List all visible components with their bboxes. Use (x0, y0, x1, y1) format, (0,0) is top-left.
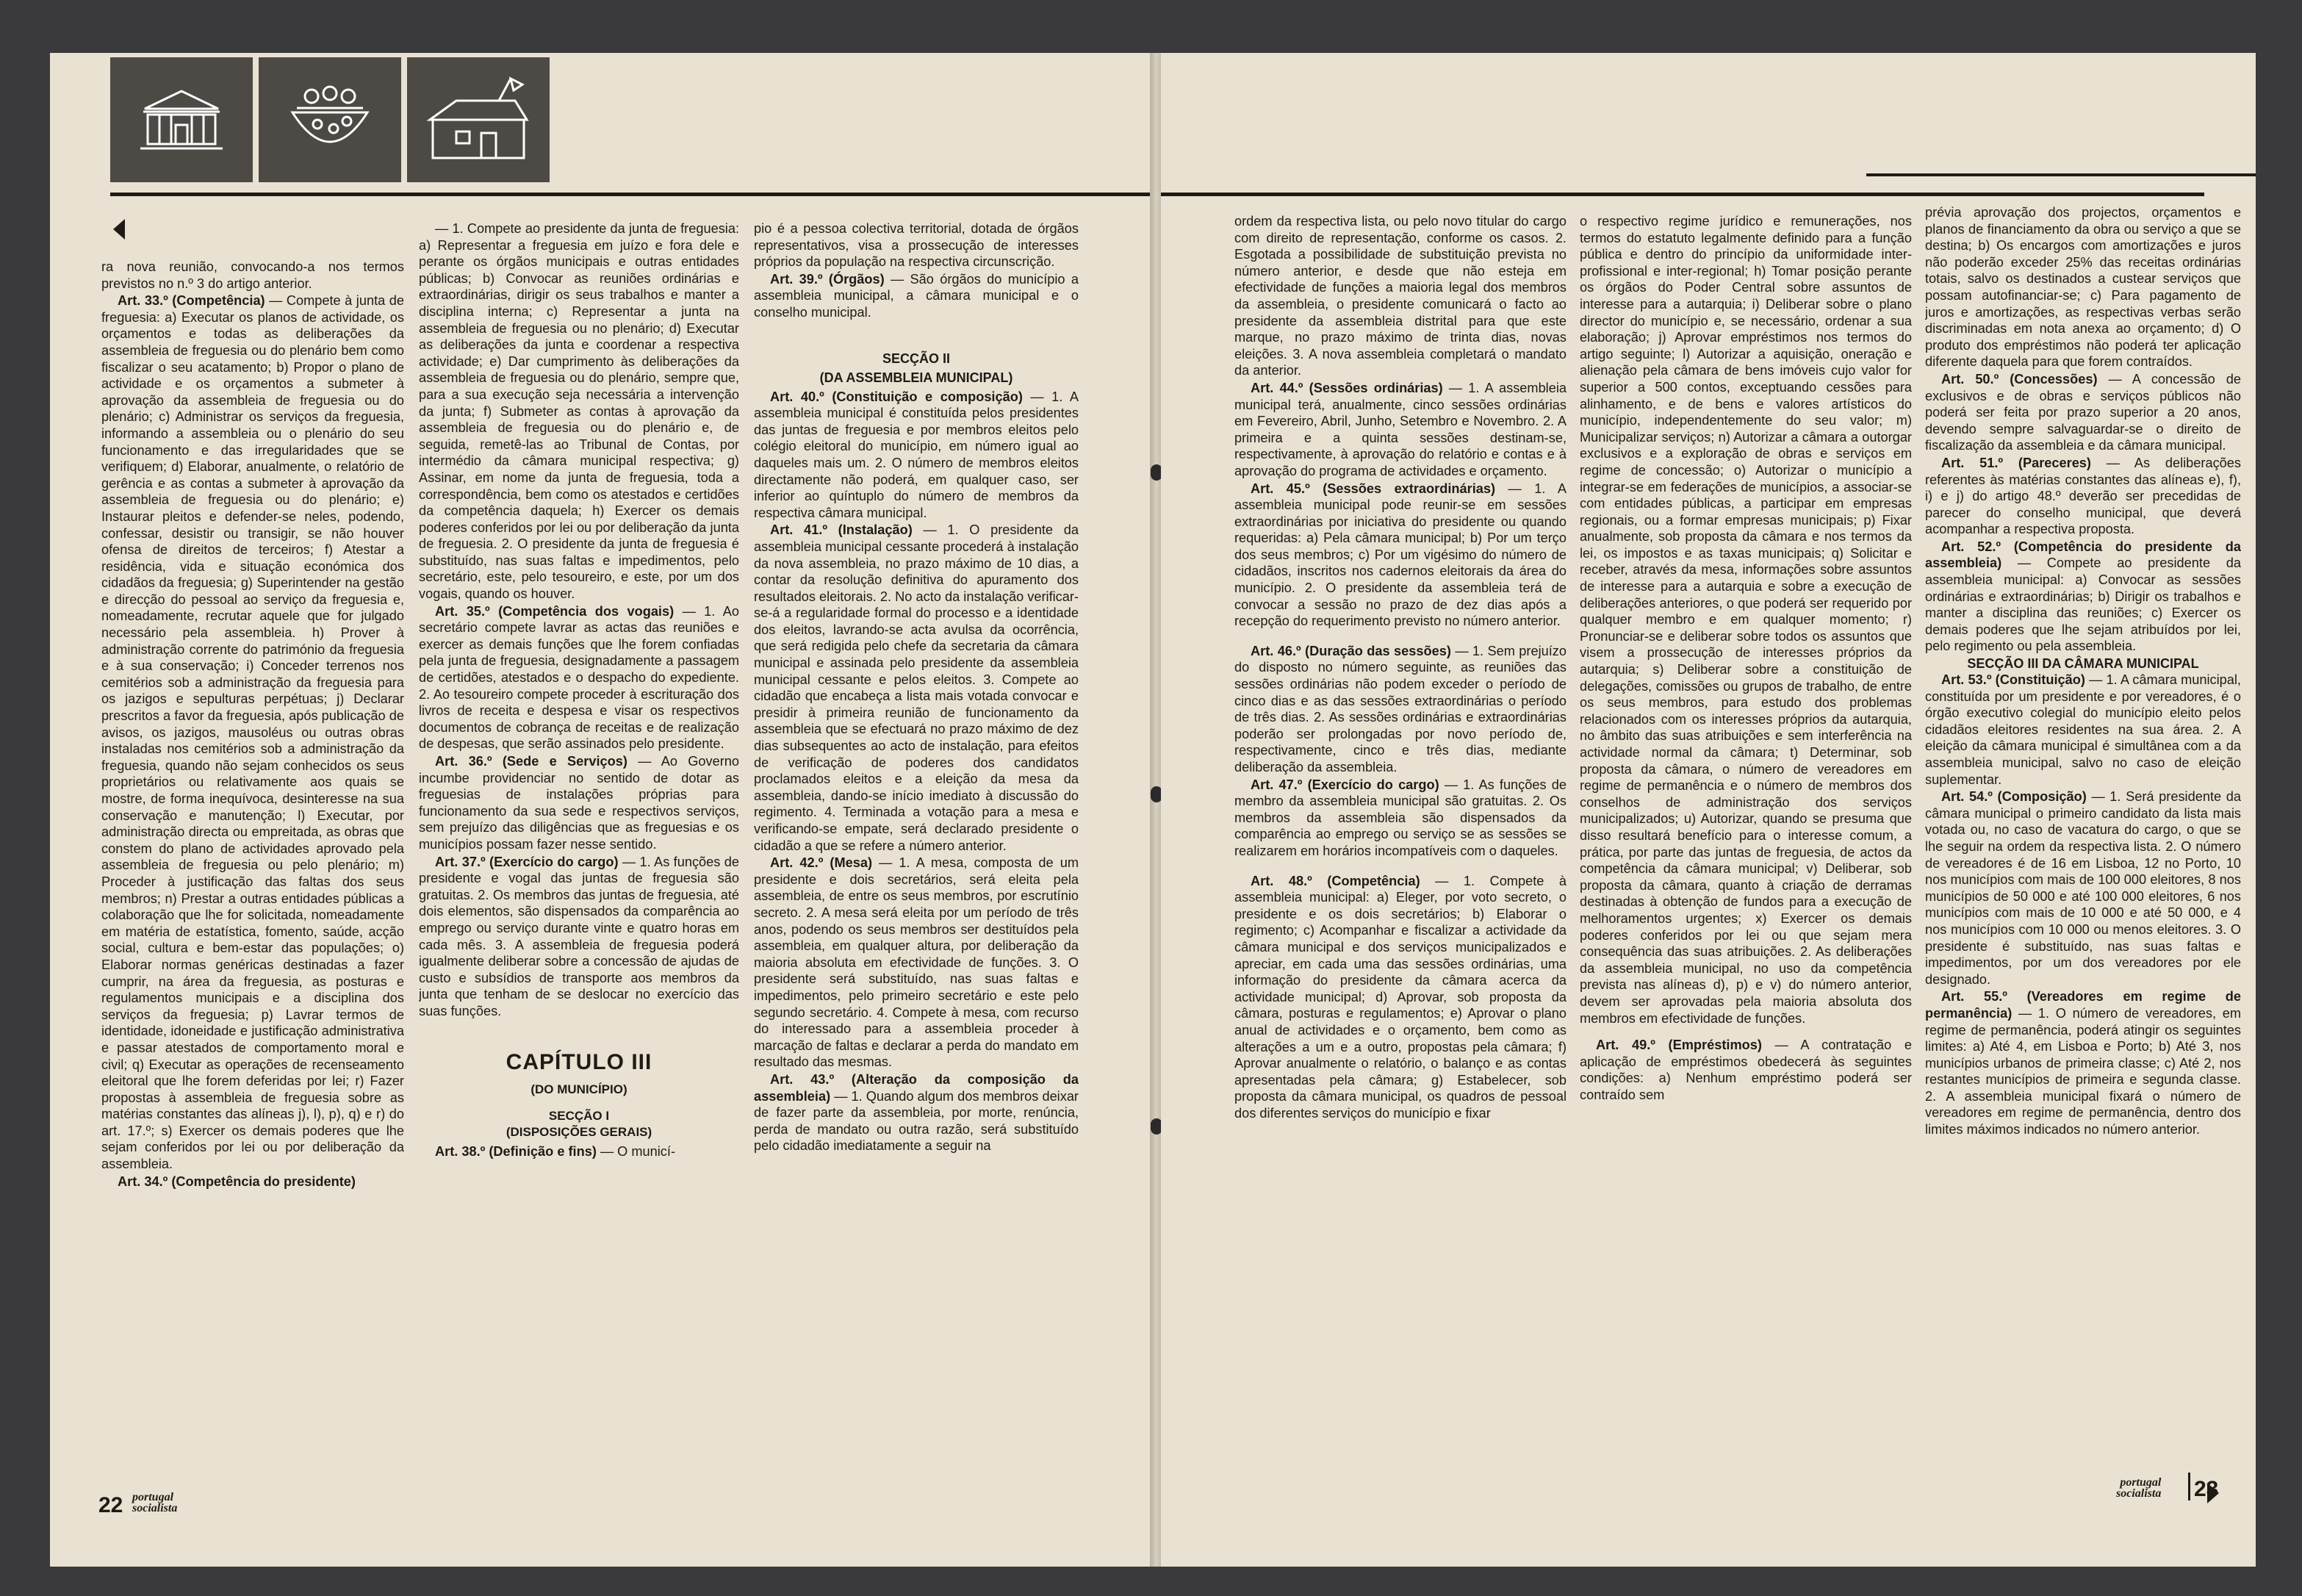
section-title: SECÇÃO III DA CÂMARA MUNICIPAL (1967, 656, 2199, 672)
article-heading: Art. 47.º (Exercício do cargo) (1251, 777, 1439, 792)
article-39 (754, 271, 1079, 321)
article-52 (1925, 539, 2241, 655)
section-title: SECÇÃO II (882, 351, 950, 366)
page-number-right: 23 (2194, 1477, 2219, 1501)
article-body: — A contratação e aplicação de empréstimos obedecerá às seguintes condições: a) Nenhum empréstimo poderá ser contraído sem (1580, 1038, 1912, 1102)
left-column-2 (419, 220, 739, 1528)
right-column-1 (1234, 213, 1567, 1536)
article-body: — Compete à junta de freguesia: a) Executar os planos de actividade, os orçamentos e todas as deliberações da assembleia de freguesia ou do plenário bem como fiscalizar o seu acatamento; b) Propor o plano de actividade e os orçamentos a submeter à aprovação da assembleia de freguesia ou do plenário; c) Administrar os serviços da freguesia, informando a assembleia ou o plenário do seu funcionamento e das irregularidades que se verifiquem; d) Elaborar, anualmente, o relatório de gerência e as contas a submeter à aprovação da assembleia de freguesia ou do plenário; e) Instaurar pleitos e defender-se neles, podendo, confessar, desistir ou transigir, se não houver ofensa de direitos de terceiros; f) Atestar a residência, vida e situação económica dos cidadãos da freguesia; g) Superintender na gestão e direcção do pessoal ao serviço da freguesia e, nomeadamente, recrutar aquele que for julgado necessário pela assembleia. h) Prover à administração corrente do património da freguesia e à sua conservação; i) Conceder terrenos nos cemitérios sob a administração da freguesia para os jazigos e sepulturas perpétuas; j) Declarar prescritos a favor da freguesia, após publicação de avisos, os jazigos, mausoléus ou outras obras instaladas nos cemitérios sob a administração da freguesia, quando não sejam conhecidos os seus proprietários ou relativamente aos quais se mostre, de forma inequívoca, desinteresse na sua conservação e manutenção; l) Executar, por administração directa ou empreitada, as obras que constem do plano de actividades aprovado pela assembleia de freguesia ou pelo plenário; m) Proceder à justificação das faltas dos seus membros; n) Prestar a outras entidades públicas a colaboração que lhe for solicitada, nomeadamente em matéria de estatística, fomento, saúde, acção social, cultura e bem-estar das populações; o) Elaborar normas genéricas destinadas a fazer cumprir, na área da freguesia, as posturas e regulamentos municipais e a disciplina dos serviços da freguesia; p) Lavrar termos de identidade, idoneidade e justificação administrativa e passar atestados de comportamento moral e civil; q) Executar as operações de recenseamento eleitoral que lhe forem deferidas por lei; r) Fazer propostas à assembleia de freguesia sobre as matérias constantes das alíneas j), l), p), q) e r) do art. 17.º; s) Exercer os demais poderes que lhe sejam conferidos por lei ou por deliberação da assembleia. (101, 293, 404, 1172)
article-body: — 1. Quando algum dos membros deixar de fazer parte da assembleia, por morte, renúncia, perda de mandato ou outra razão, será substituído pelo cidadão imediatamente a seguir na (754, 1088, 1079, 1154)
article-body: — 1. Compete à assembleia municipal: a) Eleger, por voto secreto, o presidente e os dois secretários; b) Elaborar o regimento; c) Acompanhar e fiscalizar a actividade da câmara municipal e dos serviços municipalizados e apreciar, em cada uma das sessões ordinárias, uma informação do presidente da câmara acerca da actividade municipal; d) Aprovar, sob proposta da câmara, posturas e regulamentos; e) Aprovar o plano anual de actividades e o orçamento, bem como as alterações a um e a outro, propostas pela câmara; f) Aprovar anualmente o relatório, o balanço e as contas apresentadas pela câmara; g) Estabelecer, sob proposta da câmara municipal, os quadros de pessoal dos diferentes serviços do município e fixar (1234, 873, 1567, 1121)
article-heading: Art. 36.º (Sede e Serviços) (435, 754, 627, 769)
article-body: — 1. A câmara municipal, constituída por um presidente e por vereadores, é o órgão executivo colegial do município eleito pelos cidadãos eleitores residentes na sua área. 2. A eleição da câmara municipal é simultânea com a da assembleia municipal, salvo no caso de eleição suplementar. (1925, 672, 2241, 787)
article-body: — São órgãos do município a assembleia municipal, a câmara municipal e o conselho municipal. (754, 271, 1079, 320)
article-48 (1234, 873, 1567, 1122)
header-rule (110, 193, 1152, 196)
paragraph: ra nova reunião, convocando-a nos termos previstos no n.º 3 do artigo anterior. (101, 259, 404, 291)
article-37 (419, 854, 739, 1020)
article-heading: Art. 44.º (Sessões ordinárias) (1251, 380, 1443, 395)
article-heading: Art. 37.º (Exercício do cargo) (435, 854, 619, 869)
article-34-heading (101, 1173, 404, 1190)
chapter-title: CAPÍTULO III (506, 1049, 652, 1074)
article-body: — 1. O número de vereadores, em regime de permanência, poderá atingir os seguintes limites: a) Até 4, em Lisboa e Porto; b) Até 3, nos municípios urbanos de primeira classe; c) Até 2, nos restantes municípios de primeira e segunda classe. 2. A assembleia municipal fixará o número de vereadores em regime de permanência, dentro dos limites máximos indicados no número anterior. (1925, 1005, 2241, 1137)
header-rule-top (1866, 173, 2256, 176)
article-body: — Ao Governo incumbe providenciar no sentido de dotar as freguesias de instalações próprias para funcionamento da sua sede e respectivos serviços, sem prejuízo das diligências que as freguesias e os municípios possam fazer nesse sentido. (419, 754, 739, 852)
article-40 (754, 389, 1079, 522)
section-title: SECÇÃO I (548, 1108, 610, 1123)
article-35 (419, 603, 739, 752)
article-heading: Art. 49.º (Empréstimos) (1596, 1038, 1762, 1053)
article-body: — 1. A assembleia municipal é constituída pelos presidentes das juntas de freguesia e por membros eleitos pelo colégio eleitoral do município, em número igual ao daqueles mais um. 2. O número de membros eleitos directamente não poderá, em qualquer caso, ser inferior ao quíntuplo do número de membros da respectiva câmara municipal. (754, 389, 1079, 520)
section-subtitle: (DISPOSIÇÕES GERAIS) (506, 1124, 652, 1139)
brand-line: socialista (2116, 1487, 2162, 1500)
article-heading: Art. 43.º (Alteração da composição da assembleia) (754, 1071, 1079, 1104)
article-heading: Art. 35.º (Competência dos vogais) (435, 603, 675, 619)
article-heading: Art. 34.º (Competência do presidente) (118, 1173, 356, 1189)
header-icons (110, 57, 550, 182)
brand-logo-right (2116, 1477, 2161, 1499)
article-heading: Art. 48.º (Competência) (1251, 873, 1420, 888)
article-heading: Art. 40.º (Constituição e composição) (770, 389, 1023, 404)
article-heading: Art. 50.º (Concessões) (1941, 371, 2098, 387)
right-page (1161, 53, 2256, 1567)
section-subtitle: (DA ASSEMBLEIA MUNICIPAL) (819, 370, 1013, 385)
paragraph: — 1. Compete ao presidente da junta de freguesia: a) Representar a freguesia em juízo e fora dele e perante os órgãos municipais e outras entidades públicas; b) Convocar as reuniões ordinárias e extraordinárias, dirigir os seus trabalhos e manter a disciplina interna; c) Representar a junta na assembleia de freguesia ou no plenário; d) Executar as deliberações da junta e coordenar a respectiva actividade; e) Dar cumprimento às deliberações da assembleia de freguesia ou do plenário, sempre que, para a sua execução seja necessária a intervenção da junta; f) Submeter as contas à aprovação da assembleia de freguesia ou do plenário e, de seguida, remetê-las ao Tribunal de Contas, por intermédio da câmara municipal respectiva; g) Assinar, em nome da junta de freguesia, toda a correspondência, bem como os atestados e certidões da competência daquela; h) Exercer os demais poderes conferidos por lei ou por deliberação da junta de freguesia. 2. O presidente da junta de freguesia é substituído, nas suas faltas e impedimentos, pelo secretário, este, pelo tesoureiro, e este, por um dos vogais, quando os houver. (419, 221, 739, 602)
article-55 (1925, 988, 2241, 1137)
article-body: — 1. A mesa, composta de um presidente e dois secretários, será eleita pela assembleia, de entre os seus membros, por escrutínio secreto. 2. A mesa será eleita por um período de três anos, podendo os seus membros ser destituídos pela assembleia, em qualquer altura, por deliberação da maioria absoluta em efectividade de funções. 3. O presidente será substituído, nas suas faltas e impedimentos, pelo primeiro secretário e este pelo segundo secretário. 4. Compete à mesa, com recurso do interessado para a assembleia proceder à marcação de faltas e declarar a perda do mandato em resultado das mesmas. (754, 855, 1079, 1070)
article-heading: Art. 33.º (Competência) (118, 293, 265, 309)
paragraph: ordem da respectiva lista, ou pelo novo titular do cargo com direito de representação, conforme os casos. 2. Esgotada a possibilidade de substituição prevista no número anterior, e desde que não esteja em efectividade de funções a maioria legal dos membros da assembleia, o presidente comunicará o facto ao presidente da assembleia distrital para que este marque, no prazo máximo de trinta dias, novas eleições. 3. A nova assembleia completará o mandato da anterior. (1234, 214, 1567, 378)
article-45 (1234, 481, 1567, 630)
article-41 (754, 522, 1079, 854)
continue-arrow-left-icon (113, 219, 125, 240)
article-47 (1234, 777, 1567, 860)
paragraph: prévia aprovação dos projectos, orçamentos e planos de financiamento da obra ou serviço a que se destina; b) Os encargos com amortizações e juros não poderão exceder 25% das receitas ordinárias totais, salvo os destinados a custear serviços que possam autofinanciar-se; c) Para pagamento de juros e amortizações, as respectivas verbas serão discriminadas em nota anexa ao orçamento; d) O produto dos empréstimos não poderá ter aplicação diferente daquela para que forem contraídos. (1925, 205, 2241, 370)
brand-line: socialista (132, 1502, 178, 1514)
article-heading: Art. 45.º (Sessões extraordinárias) (1251, 481, 1496, 496)
article-body: — O municí- (596, 1143, 676, 1159)
flower-basket-icon (259, 57, 401, 182)
footer-divider (2188, 1473, 2190, 1500)
article-heading: Art. 54.º (Composição) (1941, 789, 2087, 805)
header-rule (1161, 193, 2204, 196)
article-heading: Art. 41.º (Instalação) (770, 522, 913, 538)
article-body: — 1. Sem prejuízo do disposto no número seguinte, as reuniões das sessões ordinárias não podem exceder o período de cinco dias e as das sessões extraordinárias o período de três dias. 2. As sessões ordinárias e extraordinárias poderão ser prolongadas por novo período de, respectivamente, cinco e três dias, mediante deliberação da assembleia. (1234, 643, 1567, 774)
article-46 (1234, 643, 1567, 776)
left-column-3 (754, 220, 1079, 1528)
right-column-3 (1925, 204, 2241, 1498)
brand-line: portugal (2120, 1476, 2162, 1489)
building-icon (110, 57, 253, 182)
left-column-1 (101, 259, 404, 1523)
right-column-2 (1580, 213, 1912, 1536)
chapter-subtitle: (DO MUNICÍPIO) (530, 1082, 627, 1096)
article-36 (419, 753, 739, 853)
brand-logo-left (132, 1492, 177, 1514)
brand-line: portugal (132, 1491, 174, 1503)
article-body: — 1. A assembleia municipal pode reunir-se em sessões extraordinárias por iniciativa do presidente ou quando requeridas: a) Pela câmara municipal; b) Por um terço dos seus membros; c) Por um vigésimo do número de cidadãos, inscritos nos cadernos eleitorais da área do município. 2. O presidente da assembleia terá de convocar a sessão no prazo de dez dias após a recepção do requerimento previsto no número anterior. (1234, 481, 1567, 629)
page-number-left: 22 (98, 1493, 123, 1517)
house-flag-icon (407, 57, 550, 182)
article-38 (419, 1143, 739, 1160)
article-heading: Art. 42.º (Mesa) (770, 855, 873, 871)
paragraph: pio é a pessoa colectiva territorial, dotada de órgãos representativos, visa a prossecução de interesses próprios da população na respectiva circunscrição. (754, 221, 1079, 270)
article-33 (101, 292, 404, 1172)
article-body: — Compete ao presidente da assembleia municipal: a) Convocar as sessões ordinárias e extraordinárias; b) Dirigir os trabalhos e manter a disciplina das reuniões; c) Exercer os demais poderes que lhe sejam atribuídos por lei, pelo regimento ou pela assembleia. (1925, 556, 2241, 654)
paragraph: o respectivo regime jurídico e remunerações, nos termos do estatuto legalmente definido para a função pública e dentro do princípio da uniformidade inter-profissional e inter-regional; h) Tomar posição perante os órgãos do Poder Central sobre assuntos de interesse para a autarquia; i) Deliberar sobre o plano director do município e, se necessário, ordenar a sua elaboração; j) Aprovar empréstimos nos termos do artigo seguinte; l) Autorizar a aquisição, oneração e alienação pela câmara de bens imóveis cujo valor for superior a 500 contos, exceptuando cessões para alinhamento, e de bens e valores artísticos do município, independentemente do seu valor; m) Municipalizar serviços; n) Autorizar a câmara a outorgar exclusivos e a exploração de obras e serviços em regime de concessão; o) Autorizar o município a integrar-se em federações de municípios, a associar-se com entidades públicas, a participar em empresas regionais, ou a formar empresas municipais; p) Fixar anualmente, sob proposta da câmara e nos termos da lei, os impostos e as taxas municipais; q) Solicitar e receber, através da mesa, informações sobre assuntos de interesse para a autarquia e sobre a execução de deliberações anteriores, o que poderá ser requerido por qualquer membro e em qualquer momento; r) Pronunciar-se e deliberar sobre todos os assuntos que visem a prossecução de interesses próprios da autarquia; s) Deliberar sobre a constituição de delegações, comissões ou grupos de trabalho, de entre os seus membros, para estudo dos problemas relacionados com os interesses próprios da autarquia, no âmbito das suas atribuições e sem interferência na actividade normal da câmara; t) Determinar, sob proposta da câmara, o número de vereadores em regime de permanência e o número de membros dos conselhos de administração dos serviços municipalizados; u) Autorizar, quando se presuma que disso resultará benefício para o interesse comum, a prática, por parte das juntas de freguesia, de actos da competência da câmara municipal; v) Deliberar, sob proposta da câmara, quanto à criação de derramas destinadas à obtenção de fundos para a execução de melhoramentos urgentes; x) Exercer os demais poderes conferidos por lei ou que sejam mera consequência das suas atribuições. 2. As deliberações da assembleia municipal, no uso da competência prevista nas alíneas d), p) e v) do número anterior, devem ser aprovadas pela maioria absoluta dos membros em efectividade de funções. (1580, 214, 1912, 1026)
article-54 (1925, 788, 2241, 988)
article-body: — 1. O presidente da assembleia municipal cessante procederá à instalação da nova assembleia, no prazo máximo de 10 dias, a contar da resolução definitiva do apuramento dos resultados eleitorais. 2. No acto da instalação verificar-se-á a regularidade formal do processo e a identidade dos eleitos, lavrando-se acta avulsa da ocorrência, que será redigida pelo chefe da secretaria da câmara municipal e assinada pelo presidente da assembleia municipal cessante e pelos eleitos. 3. Compete ao cidadão que encabeça a lista mais votada convocar e presidir à primeira reunião de funcionamento da assembleia que se efectuará no prazo máximo de dez dias subsequentes ao acto de instalação, para efeitos de verificação de poderes dos candidatos proclamados eleitos e a eleição da mesa da assembleia, dando-se início imediato à discussão do regimento. 4. Terminada a votação para a mesa e verificando-se empate, será declarado presidente o cidadão a que se refere a número anterior. (754, 522, 1079, 853)
article-heading: Art. 51.º (Pareceres) (1941, 455, 2091, 470)
article-51 (1925, 455, 2241, 538)
article-body: — 1. A assembleia municipal terá, anualmente, cinco sessões ordinárias em Fevereiro, Abril, Junho, Setembro e Novembro. 2. A primeira e a quinta sessões destinam-se, respectivamente, à aprovação do relatório e contas e à aprovação do programa de actividades e orçamento. (1234, 380, 1567, 478)
article-50 (1925, 371, 2241, 454)
article-heading: Art. 55.º (Vereadores em regime de permanência) (1925, 989, 2241, 1021)
article-body: — A concessão de exclusivos e de obras e serviços públicos não poderá ser feita por prazo superior a 20 anos, devendo sempre salvaguardar-se o direito de fiscalização da assembleia e da câmara municipal. (1925, 371, 2241, 453)
article-43 (754, 1071, 1079, 1154)
article-body: — As deliberações referentes às matérias constantes das alíneas e), f), i) e j) do artigo 48.º deverão ser precedidas de parecer do conselho municipal, que deverá acompanhar a respectiva proposta. (1925, 455, 2241, 537)
article-44 (1234, 380, 1567, 480)
article-49 (1580, 1037, 1912, 1103)
left-page (50, 53, 1152, 1567)
article-heading: Art. 52.º (Competência do presidente da assembleia) (1925, 539, 2241, 571)
article-body: — 1. As funções de presidente e vogal das juntas de freguesia são gratuitas. 2. Os membros das juntas de freguesia, até dois elementos, são dispensados da comparência ao emprego ou serviço durante vinte e quatro horas em cada mês. 3. A assembleia de freguesia poderá igualmente deliberar sobre a concessão de ajudas de custo e subsídios de transporte aos membros da junta que tenham de se deslocar no exercício das suas funções. (419, 854, 739, 1018)
article-53 (1925, 672, 2241, 788)
article-heading: Art. 53.º (Constituição) (1941, 672, 2085, 688)
article-body: — 1. As funções de membro da assembleia municipal são gratuitas. 2. Os membros da assembleia são dispensados da comparência ao emprego ou serviço se as sessões se realizarem em horários incompatíveis com o daqueles. (1234, 777, 1567, 858)
article-body: — 1. Será presidente da câmara municipal o primeiro candidato da lista mais votada ou, no caso de vacatura do cargo, o que se lhe seguir na ordem da respectiva lista. 2. O número de vereadores é de 16 em Lisboa, 12 no Porto, 10 nos municípios com mais de 100 000 eleitores, 8 nos municípios de 50 000 e até 100 000 eleitores, 6 nos municípios com mais de 10 000 e até 50 000, e 4 nos municípios com 10 000 ou menos eleitores. 3. O presidente é substituído, nas suas faltas e impedimentos, por um dos vereadores por ele designado. (1925, 789, 2241, 987)
article-heading: Art. 46.º (Duração das sessões) (1251, 643, 1451, 658)
article-42 (754, 855, 1079, 1071)
article-heading: Art. 38.º (Definição e fins) (435, 1143, 597, 1159)
article-heading: Art. 39.º (Órgãos) (770, 271, 885, 287)
article-body: — 1. Ao secretário compete lavrar as actas das reuniões e exercer as demais funções que lhe forem confiadas pela junta de freguesia, designadamente a passagem de certidões, atestados e o despacho do expediente. 2. Ao tesoureiro compete proceder à escrituração dos livros de receita e despesa e visar os respectivos documentos de cobrança de receitas e de realização de despesas, que serão assinados pelo presidente. (419, 603, 739, 752)
